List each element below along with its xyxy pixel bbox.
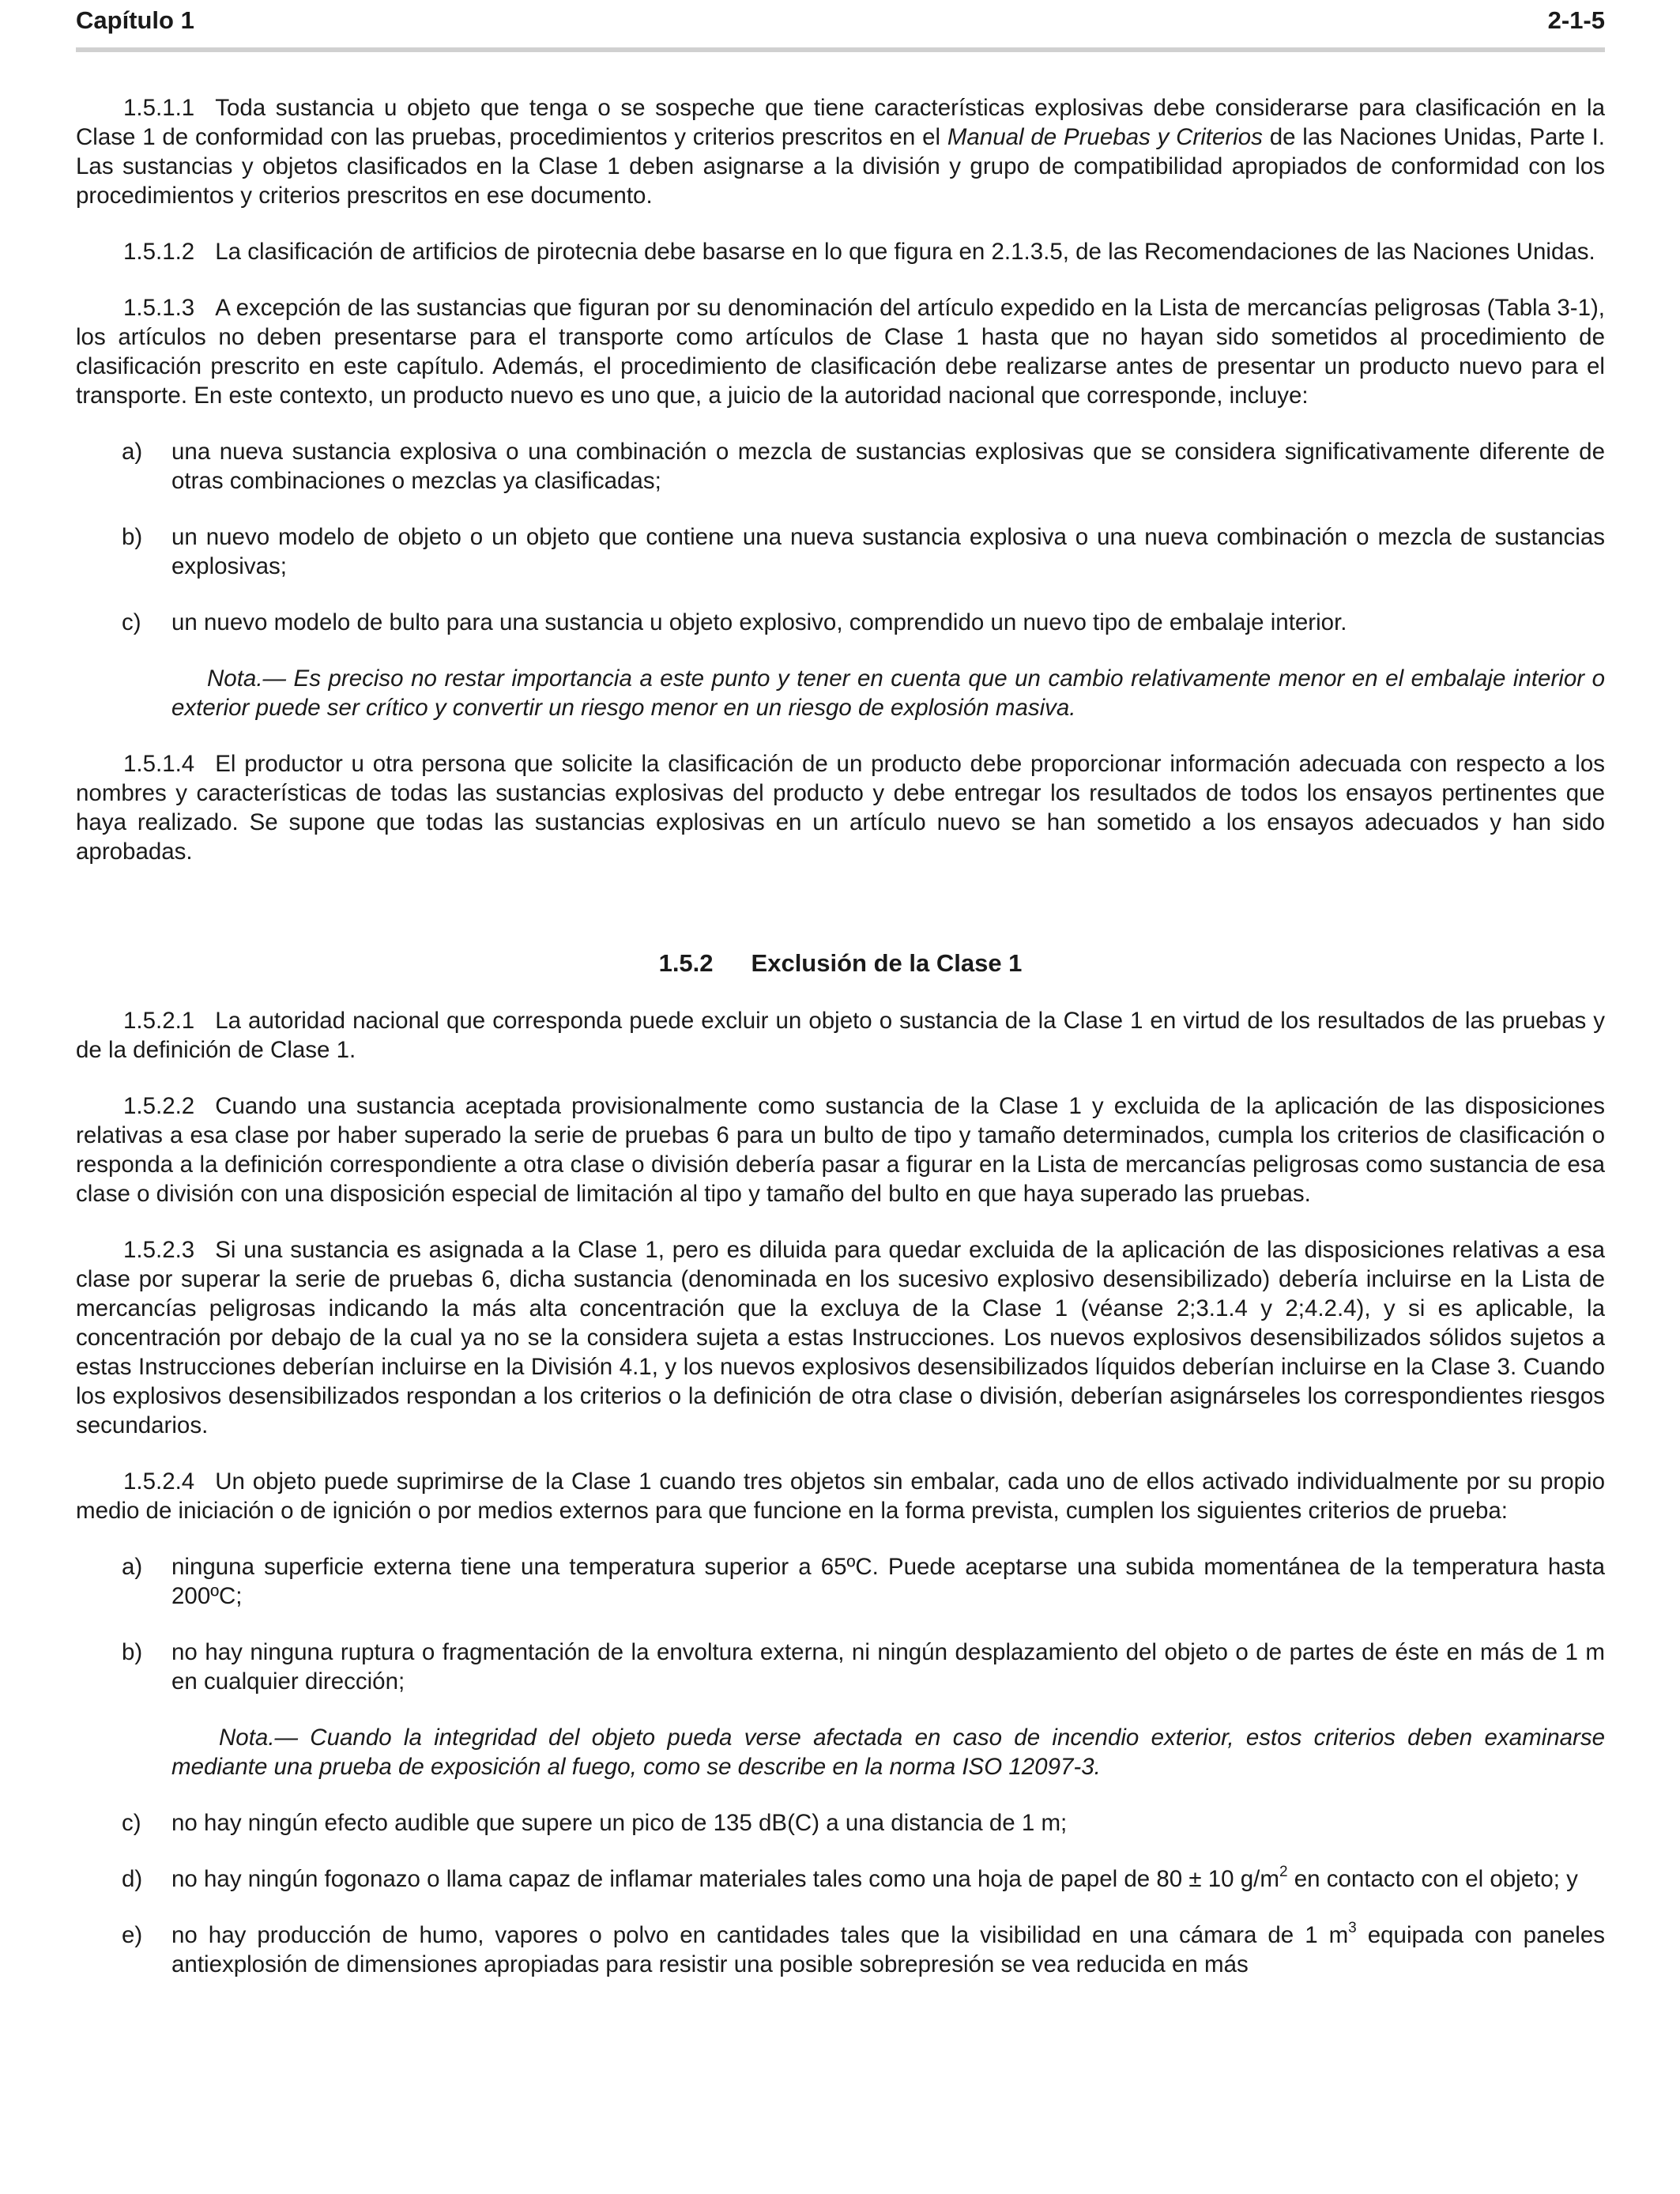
header-rule bbox=[76, 47, 1605, 52]
note-lead: Nota.— bbox=[219, 1725, 299, 1751]
list-item bbox=[76, 437, 1605, 496]
paragraph-number: 1.5.2.2 bbox=[123, 1093, 195, 1119]
paragraph-text: Toda sustancia u objeto que tenga o se sospeche que tiene características explosivas debe considerarse para clasificación en la Clase 1 de conformidad con las pruebas, procedimientos y criterios prescritos en el bbox=[76, 95, 1605, 150]
list-item-label: d) bbox=[122, 1866, 143, 1892]
list-item-text: no hay ninguna ruptura o fragmentación de la envoltura externa, ni ningún desplazamiento del objeto o de partes de éste en más de 1 m en cualquier dirección; bbox=[171, 1639, 1605, 1695]
page-number: 2-1-5 bbox=[1547, 6, 1605, 34]
list-item-label: b) bbox=[122, 1639, 143, 1665]
list-item-label: c) bbox=[122, 1810, 141, 1836]
paragraph-1-5-2-4 bbox=[76, 1467, 1605, 1525]
list-item bbox=[76, 1552, 1605, 1611]
paragraph-text: La clasificación de artificios de pirotecnia debe basarse en lo que figura en 2.1.3.5, de las Recomendaciones de las Naciones Unidas. bbox=[215, 239, 1595, 265]
list-item-label: c) bbox=[122, 609, 141, 635]
list-item-label: e) bbox=[122, 1922, 143, 1948]
list-item-label: b) bbox=[122, 524, 143, 550]
list-item-label: a) bbox=[122, 1554, 143, 1580]
paragraph-number: 1.5.1.2 bbox=[123, 239, 195, 265]
list-item bbox=[76, 1921, 1605, 1979]
section-heading bbox=[76, 948, 1605, 978]
paragraph-text: Si una sustancia es asignada a la Clase 1, pero es diluida para quedar excluida de la aplicación de las disposiciones relativas a esa clase por superar la serie de pruebas 6, dicha sustancia (denominada en los sucesivo explosivo desensibilizado) debería incluirse en la Lista de mercancías peligrosas indicando la más alta concentración que la excluya de la Clase 1 (véanse 2;3.1.4 y 2;4.2.4), y si es aplicable, la concentración por debajo de la cual ya no se la considera sujeta a estas Instrucciones. Los nuevos explosivos desensibilizados sólidos sujetos a estas Instrucciones deberían incluirse en la División 4.1, y los nuevos explosivos desensibilizados líquidos deberían incluirse en la Clase 3. Cuando los explosivos desensibilizados respondan a los criterios o la definición de otra clase o división, deberían asignárseles los correspondientes riesgos secundarios. bbox=[76, 1237, 1605, 1438]
document-body bbox=[76, 93, 1605, 2006]
paragraph-text: Un objeto puede suprimirse de la Clase 1 cuando tres objetos sin embalar, cada uno de ellos activado individualmente por su propio medio de iniciación o de ignición o por medios externos para que funcione en la forma prevista, cumplen los siguientes criterios de prueba: bbox=[76, 1468, 1605, 1524]
chapter-title: Capítulo 1 bbox=[76, 6, 194, 34]
manual-title: Manual de Pruebas y Criterios bbox=[947, 124, 1263, 150]
note-text: Es preciso no restar importancia a este punto y tener en cuenta que un cambio relativamente menor en el embalaje interior o exterior puede ser crítico y convertir un riesgo menor en un riesgo de explosión masiva. bbox=[171, 665, 1605, 721]
page-header bbox=[76, 0, 1605, 47]
paragraph-1-5-1-1 bbox=[76, 93, 1605, 210]
paragraph-1-5-1-3 bbox=[76, 293, 1605, 410]
note bbox=[76, 1723, 1605, 1781]
list-item-text: equipada con paneles antiexplosión de dimensiones apropiadas para resistir una posible sobrepresión se vea reducida en más bbox=[171, 1922, 1606, 1977]
paragraph-text: El productor u otra persona que solicite la clasificación de un producto debe proporcionar información adecuada con respecto a los nombres y características de todas las sustancias explosivas del producto y debe entregar los resultados de todos los ensayos pertinentes que haya realizado. Se supone que todas las sustancias explosivas en un artículo nuevo se han sometido a los ensayos adecuados y han sido aprobadas. bbox=[76, 751, 1605, 865]
paragraph-1-5-1-4 bbox=[76, 749, 1605, 866]
superscript: 3 bbox=[1348, 1920, 1357, 1937]
list-item-text: en contacto con el objeto; y bbox=[1287, 1866, 1578, 1892]
paragraph-text: La autoridad nacional que corresponda puede excluir un objeto o sustancia de la Clase 1 en virtud de los resultados de las pruebas y de la definición de Clase 1. bbox=[76, 1008, 1605, 1063]
section-number: 1.5.2 bbox=[658, 949, 714, 977]
list-item-text: no hay producción de humo, vapores o polvo en cantidades tales que la visibilidad en una cámara de 1 m bbox=[171, 1922, 1349, 1948]
list-item-text: ninguna superficie externa tiene una temperatura superior a 65ºC. Puede aceptarse una subida momentánea de la temperatura hasta 200ºC; bbox=[171, 1554, 1605, 1609]
list-item-text: un nuevo modelo de objeto o un objeto que contiene una nueva sustancia explosiva o una nueva combinación o mezcla de sustancias explosivas; bbox=[171, 524, 1605, 579]
note bbox=[76, 664, 1605, 722]
document-page bbox=[76, 0, 1606, 1977]
list-item bbox=[76, 1808, 1605, 1838]
paragraph-number: 1.5.2.3 bbox=[123, 1237, 195, 1263]
paragraph-text: A excepción de las sustancias que figuran por su denominación del artículo expedido en la Lista de mercancías peligrosas (Tabla 3-1), los artículos no deben presentarse para el transporte como artículos de Clase 1 hasta que no hayan sido sometidos al procedimiento de clasificación prescrito en este capítulo. Además, el procedimiento de clasificación debe realizarse antes de presentar un producto nuevo para el transporte. En este contexto, un producto nuevo es uno que, a juicio de la autoridad nacional que corresponde, incluye: bbox=[76, 295, 1605, 409]
list-item-text: no hay ningún fogonazo o llama capaz de inflamar materiales tales como una hoja de papel de 80 ± 10 g/m bbox=[171, 1866, 1279, 1892]
paragraph-text: de las Naciones Unidas, Parte I. Las sustancias y objetos clasificados en la Clase 1 deben asignarse a la división y grupo de compatibilidad apropiados de conformidad con los procedimientos y criterios prescritos en ese documento. bbox=[76, 124, 1605, 209]
superscript: 2 bbox=[1279, 1864, 1288, 1881]
paragraph-number: 1.5.2.4 bbox=[123, 1468, 195, 1495]
list-item bbox=[76, 1864, 1605, 1894]
note-text: Cuando la integridad del objeto pueda verse afectada en caso de incendio exterior, estos criterios deben examinarse mediante una prueba de exposición al fuego, como se describe en la norma ISO 12097-3. bbox=[171, 1725, 1605, 1780]
list-item bbox=[76, 522, 1605, 581]
paragraph-number: 1.5.1.1 bbox=[123, 95, 195, 121]
paragraph-number: 1.5.1.3 bbox=[123, 295, 195, 321]
section-title-text: Exclusión de la Clase 1 bbox=[751, 949, 1023, 977]
paragraph-number: 1.5.2.1 bbox=[123, 1008, 195, 1034]
list-item-text: una nueva sustancia explosiva o una combinación o mezcla de sustancias explosivas que se considera significativamente diferente de otras combinaciones o mezclas ya clasificadas; bbox=[171, 439, 1605, 494]
paragraph-1-5-1-2 bbox=[76, 237, 1605, 266]
list-item bbox=[76, 608, 1605, 637]
list-item bbox=[76, 1638, 1605, 1696]
paragraph-1-5-2-2 bbox=[76, 1091, 1605, 1208]
paragraph-number: 1.5.1.4 bbox=[123, 751, 195, 777]
paragraph-1-5-2-3 bbox=[76, 1235, 1605, 1440]
list-item-text: un nuevo modelo de bulto para una sustancia u objeto explosivo, comprendido un nuevo tipo de embalaje interior. bbox=[171, 609, 1347, 635]
list-item-text: no hay ningún efecto audible que supere un pico de 135 dB(C) a una distancia de 1 m; bbox=[171, 1810, 1068, 1836]
paragraph-text: Cuando una sustancia aceptada provisionalmente como sustancia de la Clase 1 y excluida de la aplicación de las disposiciones relativas a esa clase por haber superado la serie de pruebas 6 para un bulto de tipo y tamaño determinados, cumpla los criterios de clasificación o responda a la definición correspondiente a otra clase o división debería pasar a figurar en la Lista de mercancías peligrosas como sustancia de esa clase o división con una disposición especial de limitación al tipo y tamaño del bulto en que haya superado las pruebas. bbox=[76, 1093, 1605, 1207]
paragraph-1-5-2-1 bbox=[76, 1006, 1605, 1065]
note-lead: Nota.— bbox=[207, 665, 287, 692]
list-item-label: a) bbox=[122, 439, 143, 465]
